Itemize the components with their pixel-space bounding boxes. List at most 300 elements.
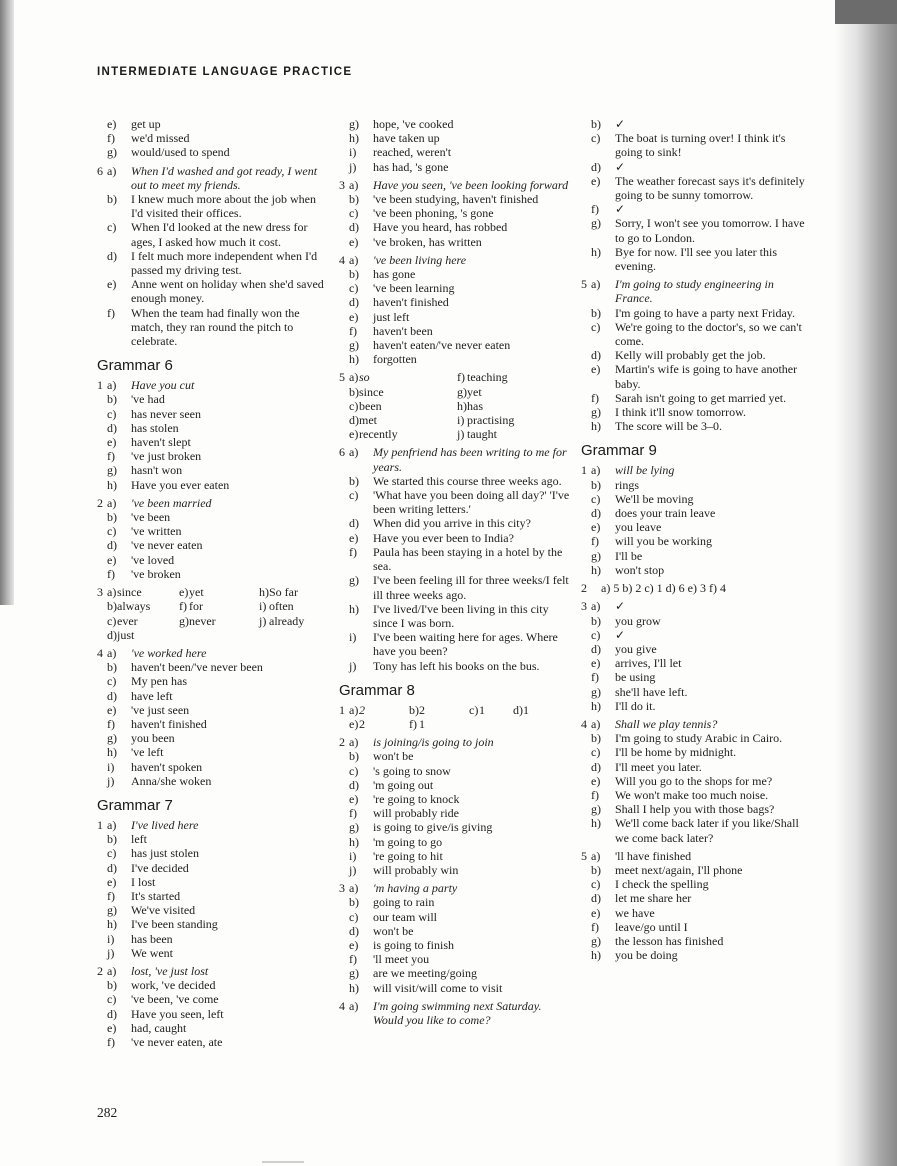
answer-item: [581, 362, 813, 390]
item-letter: g): [107, 731, 117, 746]
item-letter: d): [107, 420, 117, 435]
answer-item: [339, 474, 571, 488]
item-letter: h): [349, 601, 359, 616]
answer-text: I lost: [131, 874, 156, 889]
item-letter: a): [107, 495, 117, 510]
item-letter: g): [591, 405, 601, 420]
answer-text: haven't slept: [131, 435, 191, 450]
exercise-block: [97, 378, 325, 492]
item-letter: f): [349, 806, 357, 821]
answer-text: We've visited: [131, 903, 196, 918]
answer-text: will you be working: [615, 534, 712, 549]
item-letter: c): [349, 763, 359, 778]
item-letter: b): [107, 599, 117, 614]
answer-item: [339, 778, 571, 792]
answer-text: 2: [359, 702, 365, 717]
exercise-number: 5: [581, 277, 587, 292]
item-letter: h): [349, 834, 359, 849]
item-letter: e): [349, 937, 359, 952]
item-letter: b): [591, 731, 601, 746]
answer-text: 1: [419, 716, 425, 731]
item-letter: j): [349, 658, 357, 673]
item-letter: g): [591, 933, 601, 948]
running-header: INTERMEDIATE LANGUAGE PRACTICE: [97, 66, 353, 78]
item-letter: c): [107, 613, 117, 628]
item-letter: j): [107, 773, 115, 788]
answer-text: Have you seen, 've been looking forward: [373, 177, 569, 192]
item-letter: c): [591, 877, 601, 892]
answer-item: [97, 760, 325, 774]
item-letter: g): [591, 548, 601, 563]
answer-item: [581, 581, 813, 595]
answer-text: is joining/is going to join: [373, 735, 494, 750]
item-letter: j): [349, 862, 357, 877]
answer-item: [97, 407, 325, 421]
item-letter: d): [349, 923, 359, 938]
answer-text: When the team had finally won the match, they ran round the pitch to celebrate.: [131, 305, 300, 349]
answer-text: has gone: [373, 267, 416, 282]
answer-item: [97, 449, 325, 463]
answer-item: [339, 160, 571, 174]
answer-text: yet: [189, 585, 204, 600]
answer-text: a) 5 b) 2 c) 1 d) 6 e) 3 f) 4: [601, 581, 726, 596]
item-letter: d): [591, 641, 601, 656]
item-letter: b): [591, 305, 601, 320]
answer-text: had, caught: [131, 1020, 187, 1035]
answer-text: would/used to spend: [131, 145, 230, 160]
answer-text: so: [359, 370, 370, 385]
answer-item: [339, 881, 571, 895]
exercise-block: [97, 117, 325, 160]
answer-item: [97, 628, 165, 642]
answer-text: is going to give/is giving: [373, 820, 493, 835]
answer-text: has been: [131, 931, 173, 946]
answer-item: [97, 306, 325, 349]
answer-text: for: [189, 599, 203, 614]
answer-item: [97, 946, 325, 960]
item-letter: c): [107, 674, 117, 689]
answer-item: [581, 717, 813, 731]
item-letter: a): [349, 445, 359, 460]
answer-text: I'm going to study engineering in France.: [615, 277, 774, 306]
item-letter: d): [107, 860, 117, 875]
answer-item: [339, 206, 571, 220]
answer-item: [97, 378, 325, 392]
answer-text: will probably win: [373, 862, 459, 877]
item-letter: i): [349, 145, 357, 160]
answer-text: I think it'll snow tomorrow.: [615, 405, 747, 420]
answer-text: 've been phoning, 's gone: [373, 206, 494, 221]
item-letter: b): [349, 749, 359, 764]
answer-text: you be doing: [615, 948, 678, 963]
answer-text: often: [269, 599, 294, 614]
exercise-number: 4: [339, 252, 345, 267]
answer-item: [339, 413, 443, 427]
answer-text: 'm going out: [373, 777, 434, 792]
answer-item: [97, 478, 325, 492]
item-letter: c): [107, 992, 117, 1007]
answer-text: Shall we play tennis?: [615, 716, 718, 731]
item-letter: e): [349, 791, 359, 806]
answer-item: [581, 520, 813, 534]
answer-item: [339, 999, 571, 1027]
item-letter: a): [349, 370, 359, 385]
answer-text: you give: [615, 641, 657, 656]
answer-item: [581, 202, 813, 216]
exercise-block: [339, 881, 571, 995]
answer-item: [97, 992, 325, 1006]
answer-item: [97, 932, 325, 946]
answer-item: [339, 659, 571, 673]
answer-item: [581, 816, 813, 844]
answer-text: Paula has been staying in a hotel by the sea.: [373, 544, 563, 574]
answer-item: [459, 703, 499, 717]
exercise-block: [339, 445, 571, 672]
answer-item: [97, 846, 325, 860]
item-letter: b): [591, 613, 601, 628]
answer-item: [447, 399, 567, 413]
exercise-number: 5: [581, 848, 587, 863]
answer-text: 've been, 've come: [131, 992, 219, 1007]
answer-item: [581, 745, 813, 759]
answer-item: [97, 510, 325, 524]
answer-item: [97, 745, 325, 759]
answer-text: haven't spoken: [131, 759, 203, 774]
answer-text: We went: [131, 945, 174, 960]
item-letter: b): [107, 660, 117, 675]
item-letter: a): [349, 177, 359, 192]
item-letter: h): [259, 585, 269, 600]
item-letter: g): [349, 573, 359, 588]
answer-text: 2: [419, 702, 425, 717]
answer-text: Will you go to the shops for me?: [615, 773, 773, 788]
exercise-block: [97, 964, 325, 1049]
answer-text: We'll come back later if you like/Shall we come back later?: [615, 816, 799, 845]
item-letter: e): [107, 874, 117, 889]
item-letter: a): [591, 277, 601, 292]
answer-text: 've been living here: [373, 252, 467, 267]
answer-column-2: [339, 113, 571, 1029]
answer-item: [581, 599, 813, 613]
answer-text: teaching: [467, 370, 508, 385]
section-title: Grammar 6: [97, 357, 173, 375]
section-title: Grammar 8: [339, 681, 415, 699]
answer-text: 'll meet you: [373, 952, 430, 967]
answer-text: 've loved: [131, 552, 175, 567]
answer-item: [581, 863, 813, 877]
answer-text: haven't eaten/'ve never eaten: [373, 338, 511, 353]
item-letter: c): [591, 745, 601, 760]
answer-text: she'll have left.: [615, 684, 688, 699]
answer-item: [97, 903, 325, 917]
item-letter: b): [349, 384, 359, 399]
exercise-number: 4: [581, 716, 587, 731]
answer-item: [581, 506, 813, 520]
answer-item: [581, 463, 813, 477]
answer-item: [581, 478, 813, 492]
exercise-block: [581, 599, 813, 713]
answer-item: [97, 553, 325, 567]
answer-text: 've just broken: [131, 449, 202, 464]
item-letter: c): [349, 398, 359, 413]
answer-text: 've worked here: [131, 645, 207, 660]
item-letter: d): [591, 348, 601, 363]
item-letter: d): [591, 891, 601, 906]
answer-item: [97, 703, 325, 717]
answer-text: arrives, I'll let: [615, 656, 682, 671]
answer-item: [339, 267, 571, 281]
answer-text: I'll meet you later.: [615, 759, 702, 774]
answer-text: 've never eaten, ate: [131, 1034, 223, 1049]
item-letter: a): [107, 645, 117, 660]
item-letter: g): [591, 802, 601, 817]
answer-item: [339, 281, 571, 295]
answer-item: [399, 703, 455, 717]
answer-text: The boat is turning over! I think it's going to sink!: [615, 131, 786, 160]
answer-text: ✓: [615, 117, 626, 131]
item-letter: j): [457, 427, 465, 442]
answer-text: hope, 've cooked: [373, 117, 454, 131]
answer-text: I'm going swimming next Saturday. Would you like to come?: [373, 998, 542, 1027]
answer-text: rings: [615, 477, 639, 492]
answer-item: [581, 131, 813, 159]
item-letter: c): [591, 319, 601, 334]
answer-item: [581, 670, 813, 684]
item-letter: h): [591, 816, 601, 831]
answer-item: [339, 338, 571, 352]
item-letter: a): [349, 252, 359, 267]
answer-text: let me share her: [615, 891, 692, 906]
answer-text: have taken up: [373, 131, 440, 146]
item-letter: c): [107, 220, 117, 235]
item-letter: h): [349, 352, 359, 367]
answer-item: [339, 952, 571, 966]
item-letter: i): [457, 413, 465, 428]
item-letter: f): [107, 305, 115, 320]
item-letter: a): [107, 817, 117, 832]
item-letter: d): [107, 248, 117, 263]
answer-item: [339, 295, 571, 309]
answer-text: you leave: [615, 520, 662, 535]
answer-item: [339, 910, 571, 924]
answer-text: has had, 's gone: [373, 159, 449, 174]
answer-text: yet: [467, 384, 482, 399]
answer-text: has stolen: [131, 420, 179, 435]
answer-item: [97, 192, 325, 220]
answer-item: [97, 832, 325, 846]
exercise-number: 6: [97, 163, 103, 178]
answer-item: [339, 178, 571, 192]
exercise-block: [97, 646, 325, 788]
answer-item: [97, 717, 325, 731]
answer-text: Have you cut: [131, 378, 195, 393]
answer-text: won't stop: [615, 562, 665, 577]
item-letter: d): [591, 159, 601, 174]
item-letter: g): [349, 820, 359, 835]
item-letter: f): [107, 888, 115, 903]
item-letter: e): [349, 427, 359, 442]
item-letter: f): [591, 787, 599, 802]
exercise-number: 1: [97, 378, 103, 393]
exercise-number: 2: [339, 735, 345, 750]
exercise-block: [581, 849, 813, 963]
answer-item: [339, 192, 571, 206]
item-letter: h): [349, 980, 359, 995]
answer-item: [97, 249, 325, 277]
answer-text: 've been studying, haven't finished: [373, 192, 539, 207]
answer-item: [97, 145, 325, 159]
item-letter: d): [591, 759, 601, 774]
item-letter: h): [591, 562, 601, 577]
item-letter: h): [107, 917, 117, 932]
answer-text: I've lived here: [131, 817, 199, 832]
item-letter: e): [107, 552, 117, 567]
answer-text: you grow: [615, 613, 661, 628]
answer-text: are we meeting/going: [373, 966, 477, 981]
answer-item: [447, 427, 567, 441]
answer-item: [581, 534, 813, 548]
answer-item: [97, 463, 325, 477]
answer-text: 'm going to go: [373, 834, 443, 849]
answer-text: 've written: [131, 524, 182, 539]
answer-item: [339, 117, 571, 131]
answer-item: [581, 788, 813, 802]
exercise-block: [97, 818, 325, 960]
item-letter: g): [107, 903, 117, 918]
exercise-number: 3: [339, 177, 345, 192]
answer-item: [339, 445, 571, 473]
answer-item: [581, 920, 813, 934]
answer-text: I've been feeling ill for three weeks/I felt ill three weeks ago.: [373, 573, 569, 602]
item-letter: b): [591, 862, 601, 877]
answer-text: ever: [117, 613, 138, 628]
item-letter: c): [349, 281, 359, 296]
answer-item: [581, 117, 813, 131]
answer-text: So far: [269, 585, 298, 600]
answer-item: [339, 573, 571, 601]
answer-text: Have you ever been to India?: [373, 530, 514, 545]
answer-item: [339, 981, 571, 995]
answer-item: [339, 966, 571, 980]
answer-text: lost, 've just lost: [131, 963, 209, 978]
answer-item: [339, 385, 443, 399]
exercise-number: 2: [97, 495, 103, 510]
answer-text: ✓: [615, 159, 626, 174]
answer-item: [97, 567, 325, 581]
item-letter: a): [107, 378, 117, 393]
answer-item: [97, 660, 325, 674]
answer-item: [339, 703, 395, 717]
answer-item: [447, 385, 567, 399]
item-letter: h): [107, 477, 117, 492]
item-letter: c): [349, 206, 359, 221]
answer-text: Have you heard, has robbed: [373, 220, 508, 235]
answer-text: does your train leave: [615, 506, 716, 521]
item-letter: f): [107, 1034, 115, 1049]
answer-text: 's going to snow: [373, 763, 451, 778]
item-letter: e): [591, 173, 601, 188]
item-letter: a): [107, 163, 117, 178]
item-letter: d): [349, 777, 359, 792]
item-letter: b): [591, 477, 601, 492]
answer-text: haven't been: [373, 323, 433, 338]
answer-text: Have you seen, left: [131, 1006, 224, 1021]
item-letter: d): [107, 1006, 117, 1021]
item-letter: e): [179, 585, 189, 600]
answer-item: [581, 216, 813, 244]
item-letter: a): [107, 963, 117, 978]
item-letter: f): [409, 716, 417, 731]
answer-text: will visit/will come to visit: [373, 980, 503, 995]
item-letter: e): [349, 234, 359, 249]
answer-item: [339, 399, 443, 413]
answer-item: [339, 253, 571, 267]
answer-text: 've never eaten: [131, 538, 203, 553]
answer-item: [447, 413, 567, 427]
item-letter: g): [349, 338, 359, 353]
exercise-block: [97, 496, 325, 581]
item-letter: c): [591, 131, 601, 146]
exercise-number: 2: [581, 581, 587, 596]
answer-text: 've just seen: [131, 702, 190, 717]
answer-text: 've been married: [131, 495, 212, 510]
item-letter: f): [107, 131, 115, 146]
answer-text: I'm going to have a party next Friday.: [615, 305, 796, 320]
answer-text: 'll have finished: [615, 848, 692, 863]
item-letter: g): [179, 613, 189, 628]
answer-text: My penfriend has been writing to me for years.: [373, 445, 567, 474]
answer-text: I knew much more about the job when I'd visited their offices.: [131, 192, 316, 221]
answer-item: [581, 628, 813, 642]
item-letter: b): [107, 978, 117, 993]
item-letter: a): [349, 702, 359, 717]
answer-text: It's started: [131, 888, 181, 903]
item-letter: b): [349, 895, 359, 910]
item-letter: d): [591, 506, 601, 521]
answer-text: Sarah isn't going to get married yet.: [615, 390, 787, 405]
answer-item: [97, 435, 325, 449]
answer-text: 'What have you been doing all day?' 'I've been writing letters.': [373, 488, 570, 517]
item-letter: e): [107, 435, 117, 450]
answer-item: [339, 488, 571, 516]
answer-text: 'm having a party: [373, 881, 458, 896]
answer-item: [339, 235, 571, 249]
item-letter: d): [349, 413, 359, 428]
item-letter: d): [349, 220, 359, 235]
answer-item: [97, 964, 325, 978]
item-letter: f): [349, 544, 357, 559]
answer-text: We won't make too much noise.: [615, 787, 769, 802]
answer-item: [581, 760, 813, 774]
answer-text: ✓: [615, 202, 626, 217]
exercise-number: 3: [581, 599, 587, 614]
answer-text: our team will: [373, 909, 437, 924]
item-letter: j): [259, 613, 267, 628]
item-letter: h): [591, 419, 601, 434]
item-letter: d): [513, 702, 523, 717]
answer-text: is going to finish: [373, 937, 455, 952]
exercise-number: 1: [581, 463, 587, 478]
item-letter: f): [179, 599, 187, 614]
answer-text: 've broken: [131, 566, 181, 581]
page-number: 282: [97, 1105, 118, 1120]
answer-text: won't be: [373, 923, 414, 938]
answer-item: [581, 348, 813, 362]
answer-text: since: [117, 585, 142, 600]
item-letter: f): [107, 716, 115, 731]
answer-text: 1: [479, 702, 485, 717]
answer-text: the lesson has finished: [615, 933, 724, 948]
